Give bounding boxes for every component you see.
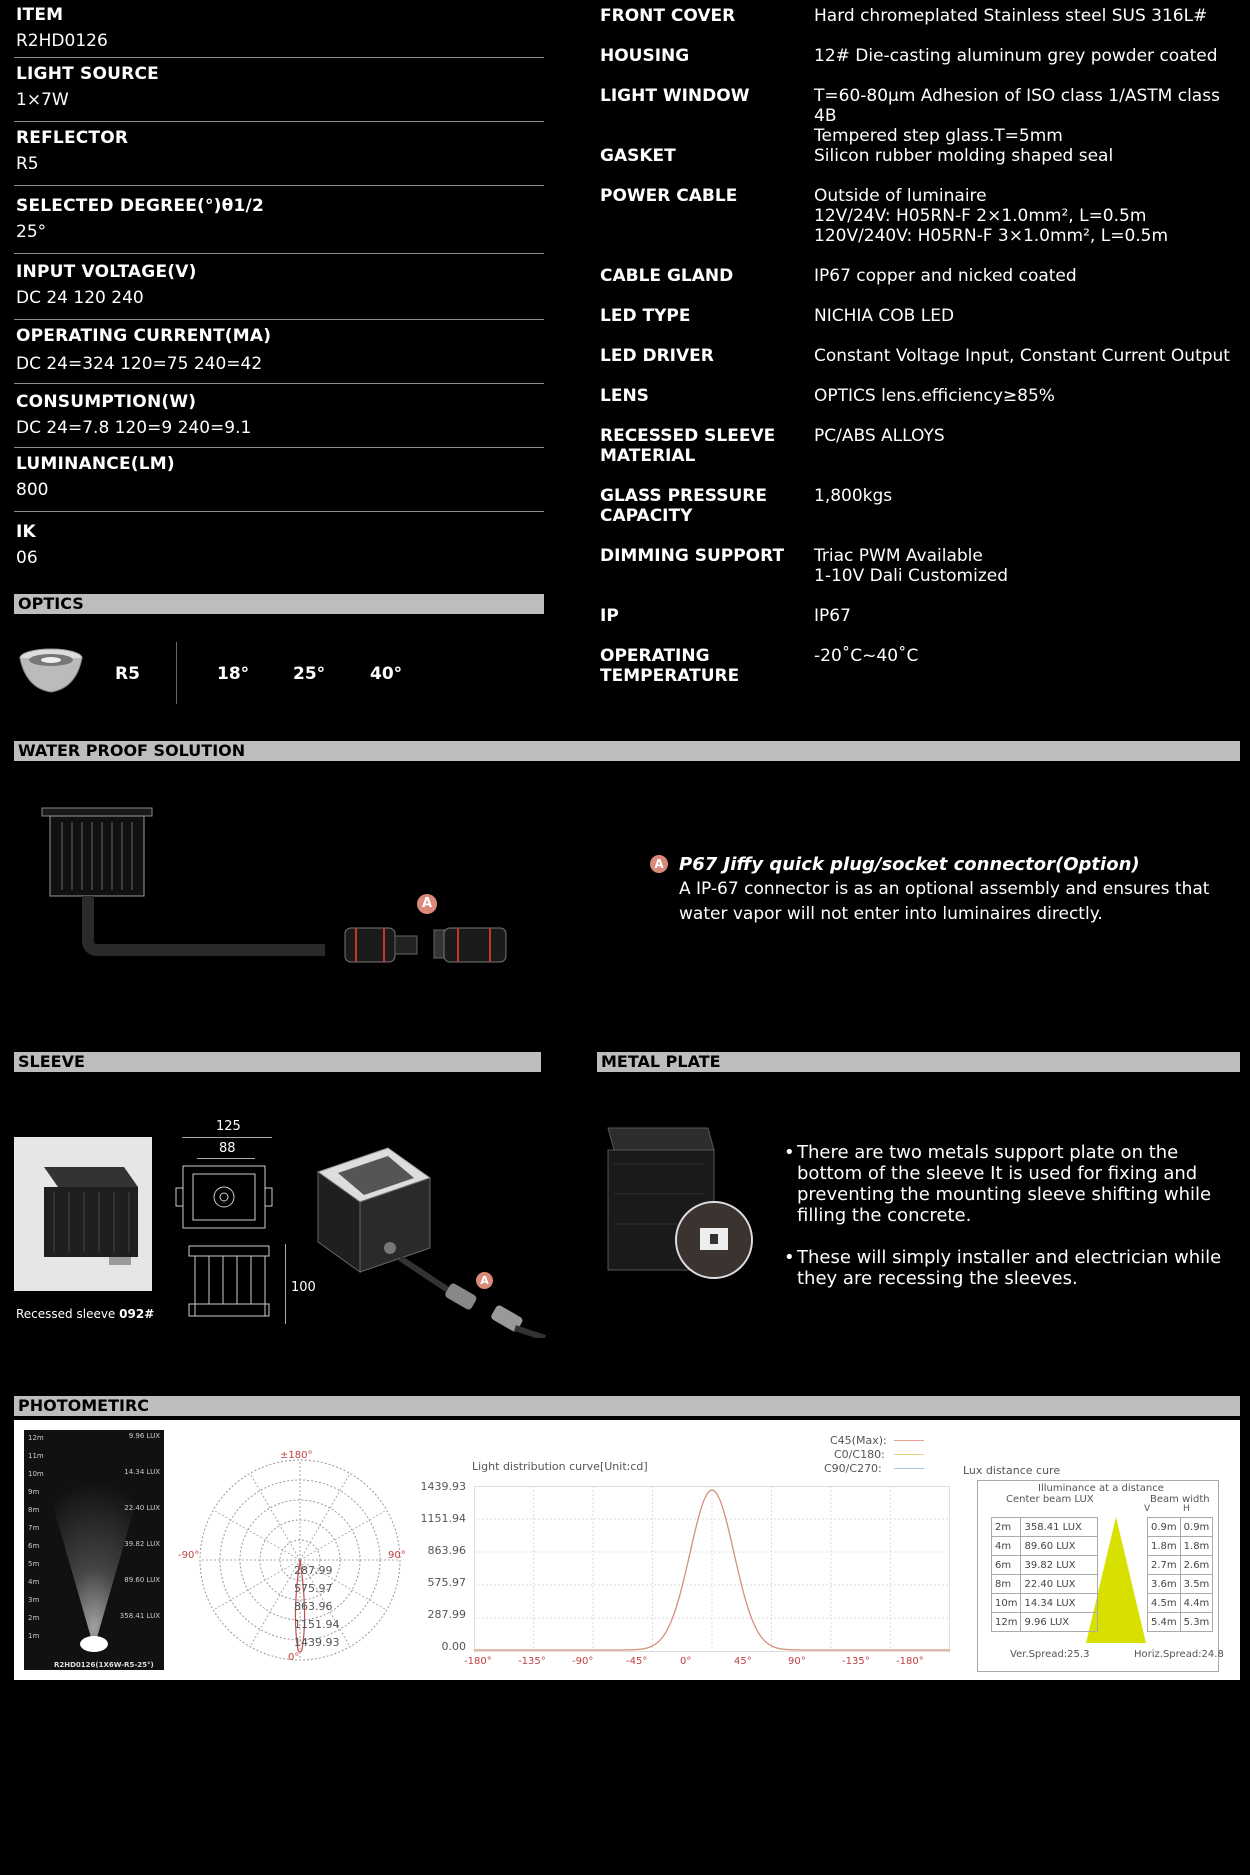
divider xyxy=(14,185,544,186)
lux-width-v: 5.4m xyxy=(1148,1613,1181,1632)
lux-col-h: H xyxy=(1183,1504,1190,1514)
lux-row xyxy=(992,1537,1098,1556)
divider xyxy=(14,383,544,384)
lux-width-h: 1.8m xyxy=(1180,1537,1213,1556)
cone-distance-label: 1m xyxy=(28,1632,40,1640)
lux-col-center: Center beam LUX xyxy=(1006,1494,1094,1505)
lux-width-h: 4.4m xyxy=(1180,1594,1213,1613)
spec-value: 1×7W xyxy=(16,90,69,110)
light-cone-graphic xyxy=(24,1430,164,1670)
dimension-line xyxy=(182,1137,272,1138)
curve-legend-c90: C90/C270: xyxy=(824,1462,882,1475)
marker-a-icon: A xyxy=(650,855,668,873)
polar-label-top: ±180° xyxy=(280,1450,313,1461)
cone-distance-label: 7m xyxy=(28,1524,40,1532)
polar-value-label: 287.99 xyxy=(294,1564,333,1577)
connector-description: A IP-67 connector is as an optional assembly and ensures that water vapor will not enter into luminaires directly. xyxy=(679,879,1210,924)
spec-lens-value: OPTICS lens.efficiency≥85% xyxy=(814,386,1055,406)
lux-row xyxy=(1148,1518,1213,1537)
polar-spoke xyxy=(250,1473,300,1560)
section-waterproof: WATER PROOF SOLUTION xyxy=(14,741,1240,761)
curve-x-tick: 0° xyxy=(680,1656,692,1667)
spec-cable-gland-label: CABLE GLAND xyxy=(600,266,734,286)
sleeve-top-drawing xyxy=(175,1162,275,1232)
polar-label-bottom: 0° xyxy=(288,1652,300,1663)
spec-ip-value: IP67 xyxy=(814,606,851,626)
spec-reflector xyxy=(16,128,544,174)
curve-y-tick: 1151.94 xyxy=(420,1512,466,1525)
spec-front-cover-label: FRONT COVER xyxy=(600,6,736,26)
lux-width-v: 0.9m xyxy=(1148,1518,1181,1537)
polar-spoke xyxy=(300,1473,350,1560)
optic-degree-40: 40° xyxy=(370,664,403,684)
section-optics: OPTICS xyxy=(14,594,544,614)
spec-degree xyxy=(16,196,544,242)
cone-distance-label: 9m xyxy=(28,1488,40,1496)
marker-a-icon: A xyxy=(417,894,437,914)
lux-row xyxy=(1148,1594,1213,1613)
cone-lux-label: 14.34 LUX xyxy=(124,1468,160,1476)
bullet-text: These will simply installer and electrician while they are recessing the sleeves. xyxy=(797,1247,1222,1289)
cone-distance-label: 6m xyxy=(28,1542,40,1550)
spec-value: 25° xyxy=(16,222,47,242)
lux-distance: 2m xyxy=(992,1518,1021,1537)
spec-lens-label: LENS xyxy=(600,386,649,406)
polar-value-label: 1439.93 xyxy=(294,1636,340,1649)
lux-distance: 10m xyxy=(992,1594,1021,1613)
lux-hor-spread: Horiz.Spread:24.8 xyxy=(1134,1649,1224,1660)
curve-title: Light distribution curve[Unit:cd] xyxy=(472,1460,648,1473)
lux-table-right xyxy=(1147,1517,1213,1632)
lux-row xyxy=(992,1575,1098,1594)
cone-distance-label: 10m xyxy=(28,1470,44,1478)
spec-power-cable-value: Outside of luminaire 12V/24V: H05RN-F 2×1.0mm², L=0.5m 120V/240V: H05RN-F 3×1.0mm², L=0.5m xyxy=(814,186,1169,246)
lux-header: Illuminance at a distance xyxy=(1038,1483,1164,1494)
spec-value: DC 24=7.8 120=9 240=9.1 xyxy=(16,418,252,438)
curve-legend-line xyxy=(894,1440,924,1441)
cone-lux-label: 89.60 LUX xyxy=(124,1576,160,1584)
bullet-text: There are two metals support plate on the bottom of the sleeve It is used for fixing and preventing the mounting sleeve shifting while filling the concrete. xyxy=(797,1142,1212,1226)
optics-divider xyxy=(176,642,177,704)
spec-gasket-label: GASKET xyxy=(600,146,676,166)
spec-power-cable-label: POWER CABLE xyxy=(600,186,738,206)
lux-width-h: 5.3m xyxy=(1180,1613,1213,1632)
curve-plot xyxy=(474,1486,950,1652)
spec-operating-current xyxy=(16,326,544,374)
cone-distance-label: 3m xyxy=(28,1596,40,1604)
sleeve-caption-prefix: Recessed sleeve xyxy=(16,1307,120,1321)
lux-value: 358.41 LUX xyxy=(1021,1518,1098,1537)
lux-row xyxy=(992,1556,1098,1575)
curve-y-tick: 575.97 xyxy=(427,1576,466,1589)
optic-degree-25: 25° xyxy=(293,664,326,684)
spec-dimming-label: DIMMING SUPPORT xyxy=(600,546,785,566)
spec-value: 06 xyxy=(16,548,38,568)
spec-cable-gland-value: IP67 copper and nicked coated xyxy=(814,266,1077,286)
curve-legend-max: C45(Max): xyxy=(830,1434,887,1447)
spec-temperature-label: OPERATING TEMPERATURE xyxy=(600,646,740,686)
dimension-line xyxy=(197,1158,255,1159)
cone-distance-label: 8m xyxy=(28,1506,40,1514)
lux-value: 9.96 LUX xyxy=(1021,1613,1098,1632)
curve-y-tick: 0.00 xyxy=(441,1640,466,1653)
marker-a-icon: A xyxy=(476,1272,493,1289)
spec-housing-value: 12# Die-casting aluminum grey powder coated xyxy=(814,46,1218,66)
curve-legend-line xyxy=(894,1468,924,1469)
lux-distance: 4m xyxy=(992,1537,1021,1556)
spec-light-source xyxy=(16,64,544,110)
spec-label: LIGHT SOURCE xyxy=(16,64,159,84)
cone-distance-label: 5m xyxy=(28,1560,40,1568)
lux-title: Lux distance cure xyxy=(963,1464,1061,1477)
polar-label-right: 90° xyxy=(388,1550,406,1561)
spec-housing-label: HOUSING xyxy=(600,46,690,66)
lux-col-v: V xyxy=(1144,1504,1151,1514)
spec-dimming-value: Triac PWM Available 1-10V Dali Customized xyxy=(814,546,1008,586)
lux-table-box xyxy=(977,1480,1224,1672)
divider xyxy=(14,57,544,58)
lux-value: 89.60 LUX xyxy=(1021,1537,1098,1556)
lux-width-v: 3.6m xyxy=(1148,1575,1181,1594)
lux-value: 39.82 LUX xyxy=(1021,1556,1098,1575)
connector-title: P67 Jiffy quick plug/socket connector(Option) xyxy=(679,854,1140,875)
lux-distance: 8m xyxy=(992,1575,1021,1594)
lux-width-h: 3.5m xyxy=(1180,1575,1213,1594)
bullet-dot-icon: • xyxy=(784,1247,795,1268)
optic-reflector: R5 xyxy=(115,664,140,684)
sleeve-caption-code: 092# xyxy=(119,1307,155,1321)
optic-degree-18: 18° xyxy=(217,664,250,684)
metal-plate-photo xyxy=(604,1124,754,1284)
lux-row xyxy=(992,1613,1098,1632)
dimension-height-line xyxy=(285,1244,286,1324)
spec-glass-pressure-value: 1,800kgs xyxy=(814,486,893,506)
dimension-outer: 125 xyxy=(216,1119,241,1134)
cone-chart xyxy=(24,1430,164,1670)
curve-legend-c0: C0/C180: xyxy=(834,1448,885,1461)
polar-label-left: -90° xyxy=(178,1550,200,1561)
lux-value: 14.34 LUX xyxy=(1021,1594,1098,1613)
spec-label: CONSUMPTION(W) xyxy=(16,392,197,412)
spec-value: R5 xyxy=(16,154,39,174)
curve-x-tick: 90° xyxy=(788,1656,806,1667)
lux-width-v: 2.7m xyxy=(1148,1556,1181,1575)
sleeve-photo xyxy=(14,1137,152,1291)
curve-x-tick: 45° xyxy=(734,1656,752,1667)
lux-width-v: 4.5m xyxy=(1148,1594,1181,1613)
cone-distance-label: 2m xyxy=(28,1614,40,1622)
divider xyxy=(14,121,544,122)
metal-plate-bullet xyxy=(784,1142,1234,1226)
lux-table-left xyxy=(991,1517,1098,1632)
curve-y-tick: 863.96 xyxy=(427,1544,466,1557)
sleeve-caption xyxy=(16,1307,154,1321)
cone-distance-label: 12m xyxy=(28,1434,44,1442)
lux-row xyxy=(1148,1575,1213,1594)
curve-x-tick: -135° xyxy=(842,1656,870,1667)
spec-led-driver-value: Constant Voltage Input, Constant Current Output xyxy=(814,346,1230,366)
lux-distance: 6m xyxy=(992,1556,1021,1575)
polar-spoke xyxy=(213,1510,300,1560)
spec-label: REFLECTOR xyxy=(16,128,129,148)
polar-spoke xyxy=(250,1560,300,1647)
spec-sleeve-material-label: RECESSED SLEEVE MATERIAL xyxy=(600,426,776,466)
divider xyxy=(14,319,544,320)
sleeve-assembly-illustration xyxy=(310,1138,550,1338)
section-sleeve: SLEEVE xyxy=(14,1052,541,1072)
spec-value: R2HD0126 xyxy=(16,31,108,51)
spec-consumption xyxy=(16,392,544,438)
curve-x-tick: -45° xyxy=(626,1656,648,1667)
polar-value-label: 575.97 xyxy=(294,1582,333,1595)
spec-glass-pressure-label: GLASS PRESSURE CAPACITY xyxy=(600,486,767,526)
lux-row xyxy=(992,1518,1098,1537)
spec-label: IK xyxy=(16,522,36,542)
polar-value-label: 1151.94 xyxy=(294,1618,340,1631)
cone-lux-label: 39.82 LUX xyxy=(124,1540,160,1548)
section-metal-plate: METAL PLATE xyxy=(597,1052,1240,1072)
curve-x-tick: -135° xyxy=(518,1656,546,1667)
dimension-inner: 88 xyxy=(219,1141,236,1156)
spec-light-window-label: LIGHT WINDOW xyxy=(600,86,750,106)
lux-value: 22.40 LUX xyxy=(1021,1575,1098,1594)
polar-chart xyxy=(194,1454,406,1666)
divider xyxy=(14,511,544,512)
spec-led-type-value: NICHIA COB LED xyxy=(814,306,955,326)
spec-luminance xyxy=(16,454,544,500)
spec-temperature-value: -20˚C~40˚C xyxy=(814,646,919,666)
spec-front-cover-value: Hard chromeplated Stainless steel SUS 316L# xyxy=(814,6,1208,26)
lux-ver-spread: Ver.Spread:25.3 xyxy=(1010,1649,1090,1660)
spec-led-driver-label: LED DRIVER xyxy=(600,346,714,366)
spec-item xyxy=(16,5,544,51)
lux-distance: 12m xyxy=(992,1613,1021,1632)
spec-light-window-value: T=60-80μm Adhesion of ISO class 1/ASTM class 4B Tempered step glass.T=5mm xyxy=(814,86,1220,146)
sleeve-side-drawing xyxy=(185,1244,275,1326)
curve-legend-line xyxy=(894,1454,924,1455)
spec-ik xyxy=(16,522,544,568)
spec-label: OPERATING CURRENT(MA) xyxy=(16,326,272,346)
lux-width-v: 1.8m xyxy=(1148,1537,1181,1556)
spec-value: DC 24 120 240 xyxy=(16,288,144,308)
spec-label: SELECTED DEGREE(°)θ1/2 xyxy=(16,196,264,216)
section-photometric: PHOTOMETIRC xyxy=(14,1396,1240,1416)
cone-distance-label: 11m xyxy=(28,1452,44,1460)
metal-plate-bullet xyxy=(784,1247,1234,1289)
cone-lux-label: 9.96 LUX xyxy=(128,1432,160,1440)
lux-row xyxy=(1148,1537,1213,1556)
spec-ip-label: IP xyxy=(600,606,619,626)
curve-x-tick: -180° xyxy=(896,1656,924,1667)
spec-value: DC 24=324 120=75 240=42 xyxy=(16,354,263,374)
cone-lux-label: 22.40 LUX xyxy=(124,1504,160,1512)
spec-sleeve-material-value: PC/ABS ALLOYS xyxy=(814,426,945,446)
polar-spoke xyxy=(213,1560,300,1610)
divider xyxy=(14,447,544,448)
cone-model: R2HD0126(1X6W-R5-25°) xyxy=(54,1661,154,1669)
lux-width-h: 2.6m xyxy=(1180,1556,1213,1575)
curve-x-tick: -90° xyxy=(572,1656,594,1667)
dimension-height: 100 xyxy=(291,1280,316,1295)
polar-value-label: 863.96 xyxy=(294,1600,333,1613)
reflector-icon xyxy=(18,648,84,694)
lux-col-width: Beam width xyxy=(1150,1494,1210,1505)
curve-y-tick: 287.99 xyxy=(427,1608,466,1621)
curve-x-tick: -180° xyxy=(464,1656,492,1667)
lux-row xyxy=(992,1594,1098,1613)
lux-row xyxy=(1148,1613,1213,1632)
bullet-dot-icon: • xyxy=(784,1142,795,1163)
luminaire-with-connector-illustration xyxy=(40,800,550,970)
spec-input-voltage xyxy=(16,262,544,308)
lux-row xyxy=(1148,1556,1213,1575)
spec-label: ITEM xyxy=(16,5,64,25)
spec-gasket-value: Silicon rubber molding shaped seal xyxy=(814,146,1114,166)
photometric-panel xyxy=(14,1420,1240,1680)
polar-spoke xyxy=(300,1510,387,1560)
spec-label: LUMINANCE(LM) xyxy=(16,454,175,474)
cone-distance-label: 4m xyxy=(28,1578,40,1586)
cone-lux-label: 358.41 LUX xyxy=(119,1612,160,1620)
curve-y-tick: 1439.93 xyxy=(420,1480,466,1493)
spec-value: 800 xyxy=(16,480,49,500)
spec-led-type-label: LED TYPE xyxy=(600,306,691,326)
divider xyxy=(14,253,544,254)
spec-label: INPUT VOLTAGE(V) xyxy=(16,262,197,282)
lux-width-h: 0.9m xyxy=(1180,1518,1213,1537)
